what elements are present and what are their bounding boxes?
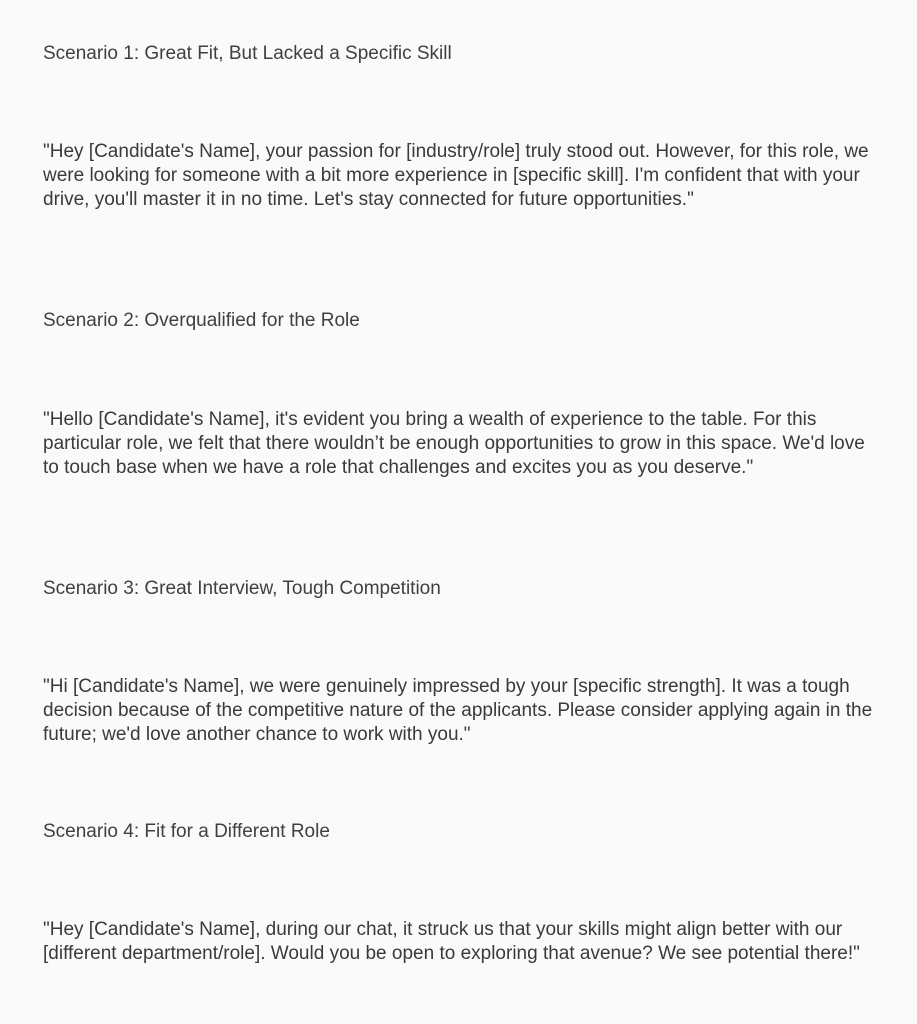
- scenario-3-heading: Scenario 3: Great Interview, Tough Competition: [43, 578, 441, 599]
- scenario-3-message: "Hi [Candidate's Name], we were genuinely impressed by your [specific strength]. It was a tough decision because of the competitive nature of the applicants. Please consider applying again in the future; we'd love another chance to work with you.": [43, 676, 873, 745]
- scenario-2-message: "Hello [Candidate's Name], it's evident you bring a wealth of experience to the table. For this particular role, we felt that there wouldn’t be enough opportunities to grow in this space. We'd love to touch base when we have a role that challenges and excites you as you deserve.": [43, 409, 865, 478]
- scenario-2-heading: Scenario 2: Overqualified for the Role: [43, 310, 360, 331]
- scenario-1-heading: Scenario 1: Great Fit, But Lacked a Specific Skill: [43, 43, 452, 64]
- scenario-4-heading: Scenario 4: Fit for a Different Role: [43, 821, 330, 842]
- scenario-1-message: "Hey [Candidate's Name], your passion for [industry/role] truly stood out. However, for this role, we were looking for someone with a bit more experience in [specific skill]. I'm confident that with your drive, you'll master it in no time. Let's stay connected for future opportunities.": [43, 141, 869, 210]
- scenario-4-message: "Hey [Candidate's Name], during our chat, it struck us that your skills might align better with our [different department/role]. Would you be open to exploring that avenue? We see potential there!": [43, 919, 860, 964]
